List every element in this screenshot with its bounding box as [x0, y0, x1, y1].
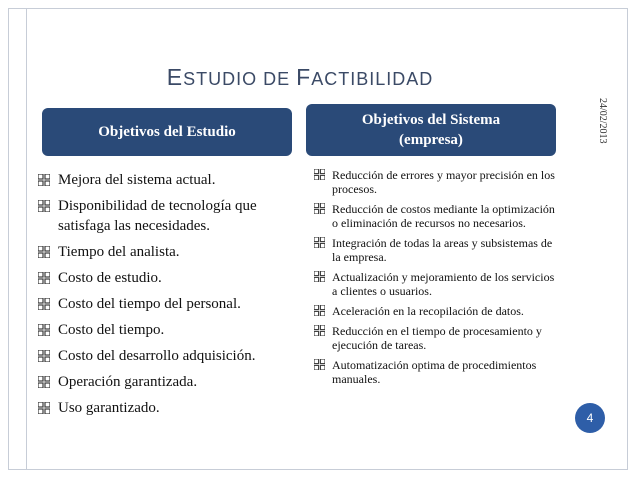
four-square-bullet-icon	[314, 203, 325, 214]
left-column-header	[42, 108, 292, 156]
page-number-badge	[575, 403, 605, 433]
list-item-text: Actualización y mejoramiento de los servicios a clientes o usuarios.	[332, 270, 555, 298]
list-item-text: Mejora del sistema actual.	[58, 172, 216, 188]
right-column-header	[306, 104, 556, 156]
list-item	[36, 170, 298, 190]
list-item	[36, 196, 298, 236]
list-item	[312, 270, 562, 298]
four-square-bullet-icon	[38, 402, 50, 414]
four-square-bullet-icon	[38, 200, 50, 212]
list-item	[312, 202, 562, 230]
right-bullet-list	[312, 168, 562, 392]
left-header-label: Objetivos del Estudio	[98, 123, 236, 140]
list-item	[312, 358, 562, 386]
slide-date: 24/02/2013	[597, 98, 608, 144]
list-item	[36, 398, 298, 418]
list-item-text: Reducción en el tiempo de procesamiento y ejecución de tareas.	[332, 324, 542, 352]
four-square-bullet-icon	[38, 376, 50, 388]
four-square-bullet-icon	[38, 246, 50, 258]
slide-title	[0, 64, 600, 91]
list-item-text: Uso garantizado.	[58, 400, 160, 416]
list-item	[312, 236, 562, 264]
list-item	[36, 372, 298, 392]
four-square-bullet-icon	[314, 237, 325, 248]
list-item-text: Automatización optima de procedimientos manuales.	[332, 358, 537, 386]
list-item-text: Reducción de costos mediante la optimización o eliminación de recursos no necesarios.	[332, 202, 555, 230]
list-item-text: Costo del tiempo.	[58, 322, 165, 338]
four-square-bullet-icon	[38, 298, 50, 310]
four-square-bullet-icon	[38, 350, 50, 362]
four-square-bullet-icon	[314, 271, 325, 282]
four-square-bullet-icon	[38, 174, 50, 186]
four-square-bullet-icon	[38, 272, 50, 284]
list-item	[312, 168, 562, 196]
list-item-text: Tiempo del analista.	[58, 244, 180, 260]
list-item-text: Costo de estudio.	[58, 270, 162, 286]
list-item-text: Integración de todas la areas y subsistemas de la empresa.	[332, 236, 553, 264]
list-item-text: Operación garantizada.	[58, 374, 198, 390]
title-rest-1: STUDIO DE	[183, 69, 297, 89]
four-square-bullet-icon	[38, 324, 50, 336]
title-rest-2: ACTIBILIDAD	[311, 69, 434, 89]
four-square-bullet-icon	[314, 325, 325, 336]
right-header-line2: (empresa)	[399, 132, 463, 148]
list-item	[36, 320, 298, 340]
title-cap-1: E	[166, 64, 184, 90]
list-item	[312, 324, 562, 352]
list-item	[312, 304, 562, 318]
page-number: 4	[586, 411, 594, 425]
list-item	[36, 242, 298, 262]
list-item	[36, 346, 298, 366]
right-header-line1: Objetivos del Sistema	[361, 111, 501, 128]
list-item-text: Aceleración en la recopilación de datos.	[332, 304, 524, 318]
four-square-bullet-icon	[314, 359, 325, 370]
list-item-text: Costo del tiempo del personal.	[58, 296, 241, 312]
four-square-bullet-icon	[314, 169, 325, 180]
list-item	[36, 294, 298, 314]
four-square-bullet-icon	[314, 305, 325, 316]
left-bullet-list	[36, 170, 298, 424]
list-item	[36, 268, 298, 288]
list-item-text: Disponibilidad de tecnología que satisfaga las necesidades.	[58, 198, 257, 234]
title-cap-2: F	[296, 64, 312, 90]
list-item-text: Reducción de errores y mayor precisión en los procesos.	[332, 168, 555, 196]
list-item-text: Costo del desarrollo adquisición.	[58, 348, 256, 364]
